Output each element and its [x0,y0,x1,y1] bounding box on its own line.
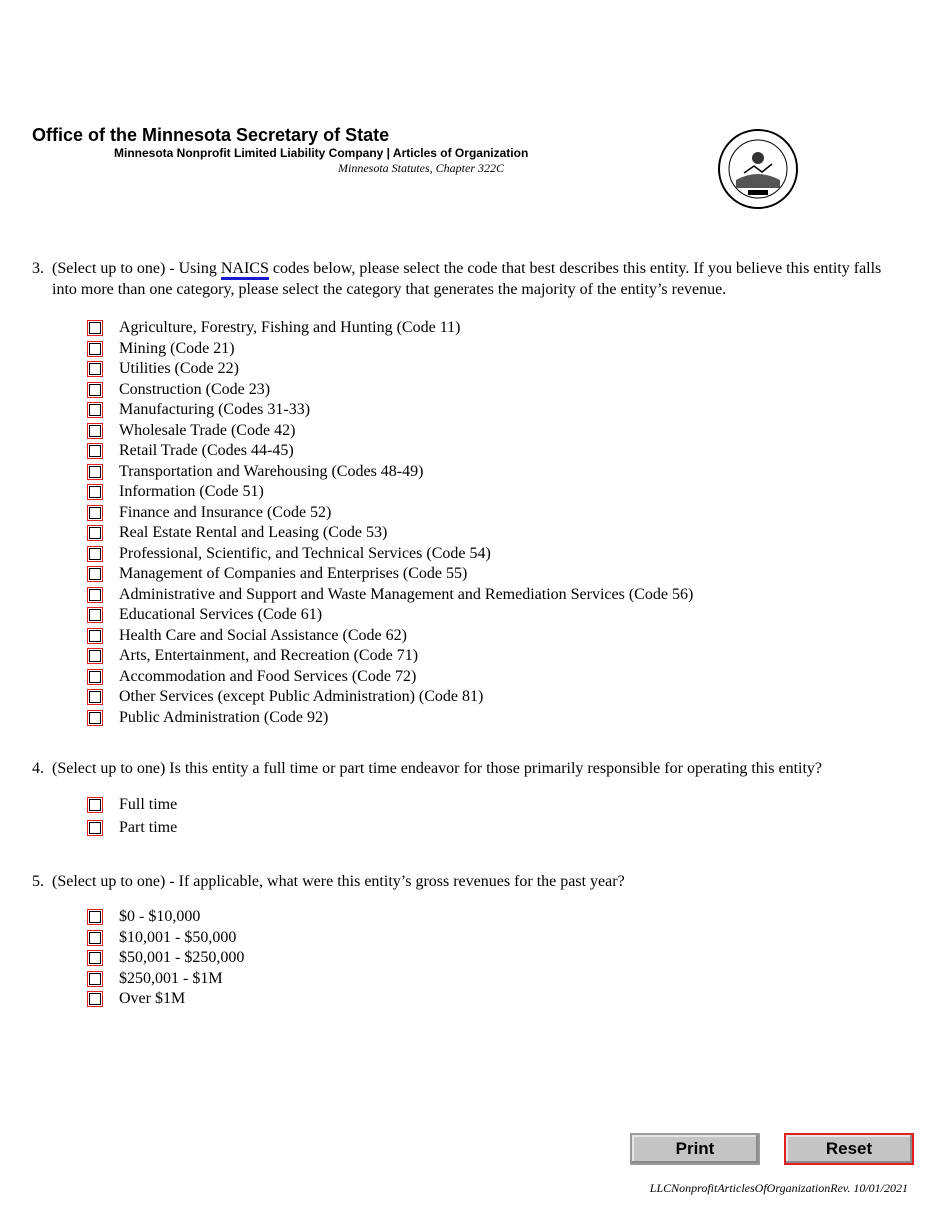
q4-option[interactable] [87,795,177,815]
q5-option[interactable] [87,969,223,989]
question-5-number: 5. [32,873,44,890]
checkbox[interactable] [89,507,101,519]
option-label: Construction (Code 23) [119,380,271,398]
checkbox[interactable] [89,548,101,560]
checkbox[interactable] [89,568,101,580]
header-statute: Minnesota Statutes, Chapter 322C [338,161,504,175]
q3-option[interactable] [87,564,467,584]
option-label: Management of Companies and Enterprises (Code 55) [119,565,468,582]
q3-option[interactable] [87,462,423,482]
option-label: Wholesale Trade (Code 42) [119,421,296,439]
question-3-number: 3. [32,260,44,277]
naics-link[interactable]: NAICS [221,260,269,280]
q4-option[interactable] [87,818,177,838]
q3-option[interactable] [87,441,294,461]
q3-option[interactable] [87,421,295,441]
question-4-text: (Select up to one) Is this entity a full time or part time endeavor for those primarily responsible for operating this entity? [52,760,823,777]
option-label: Agriculture, Forestry, Fishing and Hunting (Code 11) [119,319,461,336]
option-label: Educational Services (Code 61) [119,606,323,623]
q3-option[interactable] [87,585,693,605]
form-revision-footer: LLCNonprofitArticlesOfOrganizationRev. 10/01/2021 [649,1181,908,1195]
checkbox[interactable] [89,527,101,539]
option-label: Part time [119,818,178,836]
option-label: Finance and Insurance (Code 52) [119,503,332,521]
q3-option[interactable] [87,687,483,707]
option-label: $50,001 - $250,000 [119,949,245,966]
checkbox[interactable] [89,486,101,498]
option-label: $0 - $10,000 [119,908,201,925]
checkbox[interactable] [89,609,101,621]
checkbox[interactable] [89,425,101,437]
q3-option[interactable] [87,523,387,543]
q3-option[interactable] [87,482,264,502]
q3-option[interactable] [87,339,235,359]
q3-option[interactable] [87,380,270,400]
q3-option[interactable] [87,503,331,523]
option-label: Public Administration (Code 92) [119,708,329,726]
checkbox[interactable] [89,322,101,334]
option-label: $250,001 - $1M [119,969,223,987]
q3-option[interactable] [87,626,407,646]
checkbox[interactable] [89,691,101,703]
header-subtitle: Minnesota Nonprofit Limited Liability Company | Articles of Organization [114,146,529,160]
q3-option[interactable] [87,605,322,625]
question-4-number: 4. [32,760,44,777]
option-label: Administrative and Support and Waste Management and Remediation Services (Code 56) [119,585,694,603]
checkbox[interactable] [89,799,101,811]
state-seal-image [714,128,802,210]
checkbox[interactable] [89,630,101,642]
checkbox[interactable] [89,650,101,662]
question-5-text: (Select up to one) - If applicable, what were this entity’s gross revenues for the past year? [52,873,625,890]
question-4 [32,758,912,779]
question-3-text-start: (Select up to one) - Using [52,260,221,277]
checkbox[interactable] [89,445,101,457]
question-3-text-end: codes below, please select the code that best describes this entity. If you believe this entity falls into more than one category, please select the category that generates the majority of the entity’s revenue. [52,260,882,298]
reset-button[interactable]: Reset [784,1133,914,1165]
option-label: Full time [119,796,178,813]
q5-option[interactable] [87,948,244,968]
option-label: Manufacturing (Codes 31-33) [119,401,311,418]
checkbox[interactable] [89,822,101,834]
q3-option[interactable] [87,646,418,666]
option-label: Health Care and Social Assistance (Code 62) [119,626,407,644]
option-label: Accommodation and Food Services (Code 72) [119,667,417,685]
q3-option[interactable] [87,359,239,379]
q3-option[interactable] [87,708,328,728]
option-label: Professional, Scientific, and Technical Services (Code 54) [119,544,491,562]
option-label: Mining (Code 21) [119,339,235,357]
option-label: Arts, Entertainment, and Recreation (Code 71) [119,647,419,664]
header-title: Office of the Minnesota Secretary of State [32,125,390,145]
checkbox[interactable] [89,589,101,601]
checkbox[interactable] [89,363,101,375]
q3-option[interactable] [87,544,491,564]
q5-option[interactable] [87,907,200,927]
option-label: Information (Code 51) [119,483,264,500]
q5-option[interactable] [87,928,236,948]
checkbox[interactable] [89,384,101,396]
question-3 [32,258,892,300]
question-5 [32,871,912,892]
checkbox[interactable] [89,973,101,985]
checkbox[interactable] [89,343,101,355]
checkbox[interactable] [89,932,101,944]
q5-option[interactable] [87,989,185,1009]
q3-option[interactable] [87,318,460,338]
option-label: Transportation and Warehousing (Codes 48-49) [119,462,424,480]
question-3-text [52,258,892,300]
checkbox[interactable] [89,466,101,478]
checkbox[interactable] [89,993,101,1005]
checkbox[interactable] [89,404,101,416]
checkbox[interactable] [89,671,101,683]
checkbox[interactable] [89,911,101,923]
q3-option[interactable] [87,400,310,420]
option-label: Over $1M [119,990,186,1007]
print-button[interactable]: Print [630,1133,760,1165]
q3-option[interactable] [87,667,416,687]
checkbox[interactable] [89,712,101,724]
option-label: Utilities (Code 22) [119,360,239,377]
option-label: Other Services (except Public Administration) (Code 81) [119,688,484,705]
option-label: Retail Trade (Codes 44-45) [119,442,294,459]
option-label: $10,001 - $50,000 [119,928,237,946]
option-label: Real Estate Rental and Leasing (Code 53) [119,524,388,541]
checkbox[interactable] [89,952,101,964]
